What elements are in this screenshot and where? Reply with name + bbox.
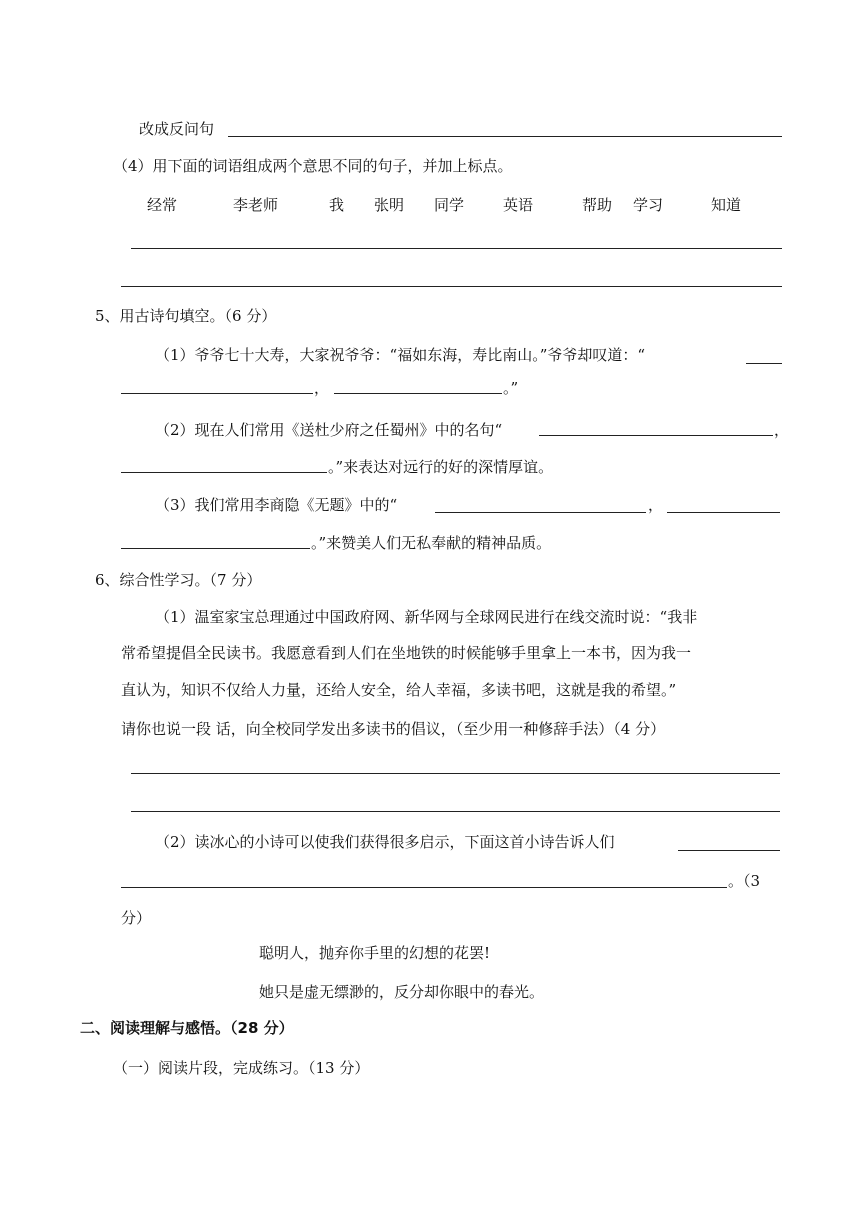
q6-p2-end: 。（3 xyxy=(728,872,761,890)
answer-line-sentence-2[interactable] xyxy=(121,286,782,287)
answer-line-q5-1a[interactable] xyxy=(746,363,782,364)
rewrite-label: 改成反问句 xyxy=(139,120,215,138)
poem-line-2: 她只是虚无缥渺的，反分却你眼中的春光。 xyxy=(259,983,545,1001)
q5-item1-sep: ， xyxy=(314,379,330,397)
answer-line-q6-2b[interactable] xyxy=(121,887,727,888)
q6-p1-line2: 常希望提倡全民读书。我愿意看到人们在坐地铁的时候能够手里拿上一本书，因为我一 xyxy=(121,644,692,662)
poem-line-1: 聪明人，抛弃你手里的幻想的花罢! xyxy=(259,944,491,962)
q5-item2-comma: ， xyxy=(774,421,790,439)
answer-line-q5-2a[interactable] xyxy=(539,435,773,436)
word-2: 李老师 xyxy=(233,196,279,214)
answer-line-q6-1b[interactable] xyxy=(131,811,780,812)
q6-p1-line1: （1）温室家宝总理通过中国政府网、新华网与全球网民进行在线交流时说：“我非 xyxy=(155,608,698,626)
word-7: 帮助 xyxy=(582,196,613,214)
q5-title: 5、用古诗句填空。（6 分） xyxy=(95,307,277,325)
q6-title: 6、综合性学习。（7 分） xyxy=(95,571,262,589)
section2-sub1: （一）阅读片段，完成练习。（13 分） xyxy=(113,1059,370,1077)
word-5: 同学 xyxy=(434,196,465,214)
q5-item3-comma: ， xyxy=(648,496,664,514)
answer-line-q5-2b[interactable] xyxy=(121,472,327,473)
answer-line-q5-3c[interactable] xyxy=(121,548,310,549)
answer-line-q6-1a[interactable] xyxy=(131,773,780,774)
answer-line-q6-2a[interactable] xyxy=(678,850,780,851)
q6-p2-line1: （2）读冰心的小诗可以使我们获得很多启示，下面这首小诗告诉人们 xyxy=(155,833,615,851)
word-9: 知道 xyxy=(711,196,742,214)
answer-line-q5-1c[interactable] xyxy=(334,393,502,394)
q6-p1-line4: 请你也说一段 话，向全校同学发出多读书的倡议，（至少用一种修辞手法）（4 分） xyxy=(121,720,666,738)
word-1: 经常 xyxy=(147,196,178,214)
q5-item1: （1）爷爷七十大寿，大家祝爷爷：“福如东海，寿比南山。”爷爷却叹道：“ xyxy=(155,346,646,364)
q5-item3-end: 。”来赞美人们无私奉献的精神品质。 xyxy=(311,534,552,552)
section2-title: 二、阅读理解与感悟。（28 分） xyxy=(80,1019,294,1037)
q4-sub4-prompt: （4）用下面的词语组成两个意思不同的句子，并加上标点。 xyxy=(113,157,513,175)
q6-p2-line3: 分） xyxy=(121,909,152,927)
word-4: 张明 xyxy=(374,196,405,214)
answer-line-rewrite[interactable] xyxy=(228,136,782,137)
q6-p1-line3: 直认为，知识不仅给人力量，还给人安全，给人幸福，多读书吧，这就是我的希望。” xyxy=(121,681,677,699)
word-3: 我 xyxy=(329,196,345,214)
answer-line-sentence-1[interactable] xyxy=(131,248,782,249)
q5-item2-end: 。”来表达对远行的好的深情厚谊。 xyxy=(328,458,554,476)
answer-line-q5-3a[interactable] xyxy=(435,512,646,513)
word-8: 学习 xyxy=(633,196,664,214)
q5-item3: （3）我们常用李商隐《无题》中的“ xyxy=(155,496,398,514)
answer-line-q5-1b[interactable] xyxy=(121,393,313,394)
q5-item1-end: 。” xyxy=(503,379,519,397)
word-6: 英语 xyxy=(503,196,534,214)
q5-item2: （2）现在人们常用《送杜少府之任蜀州》中的名句“ xyxy=(155,421,503,439)
answer-line-q5-3b[interactable] xyxy=(667,512,780,513)
